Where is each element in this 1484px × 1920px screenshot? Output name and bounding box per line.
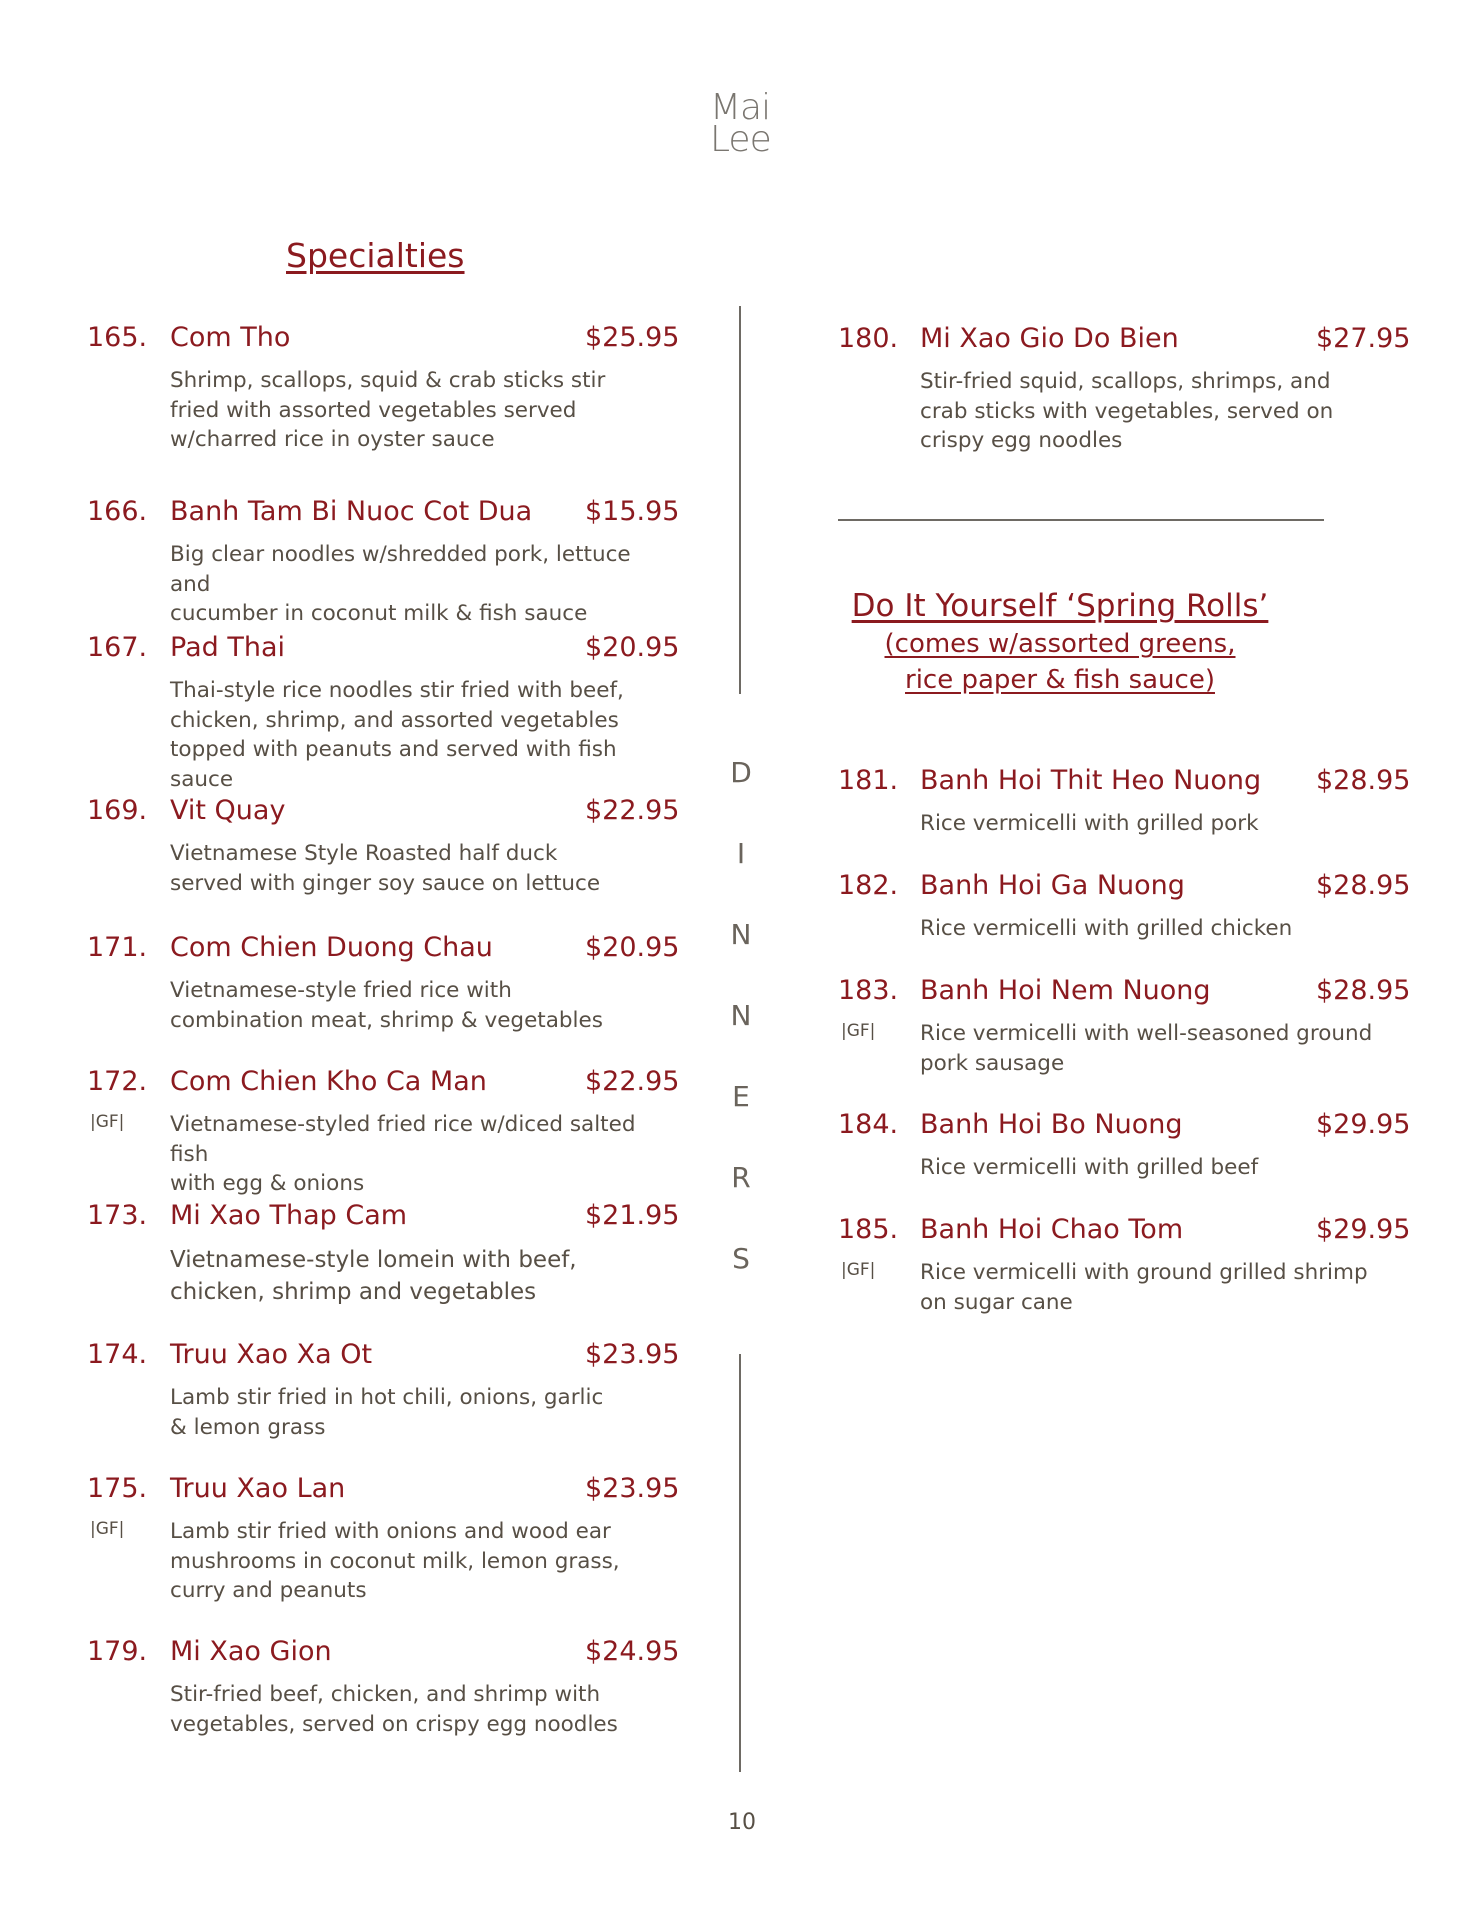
item-description: Lamb stir fried with onions and wood ear mushrooms in coconut milk, lemon grass, curry and peanuts xyxy=(170,1519,620,1603)
item-price: $29.95 xyxy=(1316,1109,1411,1140)
item-price: $20.95 xyxy=(585,632,680,663)
gluten-free-badge: |GF| xyxy=(90,1519,125,1539)
item-price: $28.95 xyxy=(1316,765,1411,796)
item-price: $28.95 xyxy=(1316,870,1411,901)
item-price: $23.95 xyxy=(585,1339,680,1370)
vertical-letter: R xyxy=(731,1161,751,1194)
diy-spring-rolls-heading: Do It Yourself ‘Spring Rolls’ xyxy=(851,588,1269,624)
page-number: 10 xyxy=(728,1810,756,1835)
vertical-letter: I xyxy=(736,837,746,870)
item-name: Mi Xao Thap Cam xyxy=(170,1200,408,1231)
item-price: $28.95 xyxy=(1316,975,1411,1006)
gluten-free-badge: |GF| xyxy=(841,1260,876,1280)
item-number: 182. xyxy=(838,870,899,901)
item-name: Mi Xao Gio Do Bien xyxy=(920,323,1179,354)
logo-line-2: Lee xyxy=(710,119,771,160)
item-name: Vit Quay xyxy=(170,795,286,826)
item-description: Big clear noodles w/shredded pork, lettuce and cucumber in coconut milk & fish sauce xyxy=(170,542,631,626)
item-name: Truu Xao Lan xyxy=(170,1473,346,1504)
item-number: 171. xyxy=(87,932,148,963)
item-description: Vietnamese-style lomein with beef, chicken, shrimp and vegetables xyxy=(170,1247,577,1305)
item-price: $20.95 xyxy=(585,932,680,963)
item-number: 180. xyxy=(838,323,899,354)
item-name: Banh Hoi Chao Tom xyxy=(920,1214,1184,1245)
column-divider-top xyxy=(739,306,741,694)
item-price: $29.95 xyxy=(1316,1214,1411,1245)
item-number: 166. xyxy=(87,496,148,527)
item-number: 181. xyxy=(838,765,899,796)
dinners-vertical-label xyxy=(716,755,766,1322)
item-number: 165. xyxy=(87,322,148,353)
vertical-letter: N xyxy=(730,918,752,951)
item-name: Com Tho xyxy=(170,322,291,353)
item-description: Rice vermicelli with ground grilled shrimp on sugar cane xyxy=(920,1260,1368,1315)
vertical-letter: D xyxy=(730,756,752,789)
item-price: $22.95 xyxy=(585,1066,680,1097)
item-name: Mi Xao Gion xyxy=(170,1636,332,1667)
item-name: Banh Hoi Ga Nuong xyxy=(920,870,1185,901)
item-number: 174. xyxy=(87,1339,148,1370)
item-number: 183. xyxy=(838,975,899,1006)
item-number: 169. xyxy=(87,795,148,826)
item-price: $25.95 xyxy=(585,322,680,353)
section-divider xyxy=(838,519,1324,521)
item-name: Truu Xao Xa Ot xyxy=(170,1339,373,1370)
item-description: Stir-fried squid, scallops, shrimps, and crab sticks with vegetables, served on crispy egg noodles xyxy=(920,369,1334,453)
diy-subheading-line-2: rice paper & fish sauce) xyxy=(905,665,1215,695)
item-name: Com Chien Duong Chau xyxy=(170,932,493,963)
column-divider-bottom xyxy=(739,1354,741,1772)
item-price: $27.95 xyxy=(1316,323,1411,354)
gluten-free-badge: |GF| xyxy=(841,1021,876,1041)
item-number: 172. xyxy=(87,1066,148,1097)
item-description: Vietnamese Style Roasted half duck served with ginger soy sauce on lettuce xyxy=(170,841,601,896)
item-number: 175. xyxy=(87,1473,148,1504)
vertical-letter: E xyxy=(732,1080,750,1113)
item-name: Banh Hoi Bo Nuong xyxy=(920,1109,1183,1140)
item-price: $22.95 xyxy=(585,795,680,826)
item-number: 173. xyxy=(87,1200,148,1231)
item-name: Banh Tam Bi Nuoc Cot Dua xyxy=(170,496,533,527)
restaurant-logo xyxy=(710,87,774,160)
item-price: $23.95 xyxy=(585,1473,680,1504)
item-description: Rice vermicelli with grilled pork xyxy=(920,811,1259,836)
item-description: Vietnamese-styled fried rice w/diced salted fish with egg & onions xyxy=(170,1112,636,1196)
item-description: Stir-fried beef, chicken, and shrimp with vegetables, served on crispy egg noodles xyxy=(170,1682,618,1737)
specialties-heading: Specialties xyxy=(286,236,465,275)
item-name: Com Chien Kho Ca Man xyxy=(170,1066,487,1097)
item-price: $15.95 xyxy=(585,496,680,527)
item-description: Rice vermicelli with grilled beef xyxy=(920,1155,1259,1180)
item-name: Pad Thai xyxy=(170,632,285,663)
item-description: Vietnamese-style fried rice with combination meat, shrimp & vegetables xyxy=(170,978,603,1033)
logo-line-1: Mai xyxy=(710,87,771,128)
item-name: Banh Hoi Nem Nuong xyxy=(920,975,1211,1006)
diy-subheading xyxy=(835,626,1285,698)
item-price: $21.95 xyxy=(585,1200,680,1231)
item-description: Rice vermicelli with grilled chicken xyxy=(920,916,1293,941)
item-description: Rice vermicelli with well-seasoned ground pork sausage xyxy=(920,1021,1373,1076)
item-number: 179. xyxy=(87,1636,148,1667)
vertical-letter: N xyxy=(730,999,752,1032)
item-number: 167. xyxy=(87,632,148,663)
item-description: Shrimp, scallops, squid & crab sticks stir fried with assorted vegetables served w/charred rice in oyster sauce xyxy=(170,368,606,452)
diy-subheading-line-1: (comes w/assorted greens, xyxy=(884,629,1236,659)
item-number: 184. xyxy=(838,1109,899,1140)
vertical-letter: S xyxy=(732,1242,750,1275)
item-description: Thai-style rice noodles stir fried with beef, chicken, shrimp, and assorted vegetables topped with peanuts and served with fish sauce xyxy=(170,678,624,792)
item-price: $24.95 xyxy=(585,1636,680,1667)
item-name: Banh Hoi Thit Heo Nuong xyxy=(920,765,1262,796)
item-number: 185. xyxy=(838,1214,899,1245)
gluten-free-badge: |GF| xyxy=(90,1112,125,1132)
item-description: Lamb stir fried in hot chili, onions, garlic & lemon grass xyxy=(170,1385,604,1440)
